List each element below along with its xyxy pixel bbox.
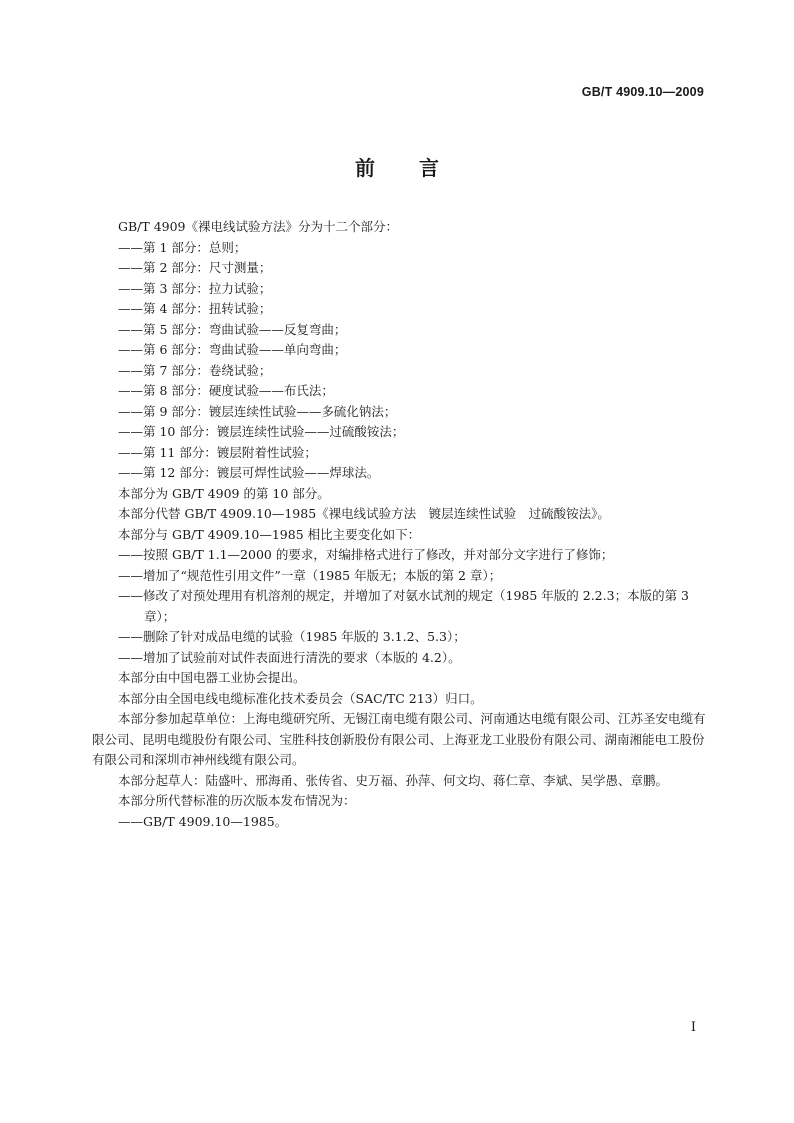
part-list-item: ——第 6 部分：弯曲试验——单向弯曲； <box>118 342 347 357</box>
part-list-item: ——第 11 部分：镀层附着性试验； <box>118 444 317 460</box>
part-list-item: ——第 12 部分：镀层可焊性试验——焊球法。 <box>118 465 380 480</box>
this-part-line: 本部分为 GB/T 4909 的第 10 部分。 <box>118 485 330 501</box>
standard-number: GB/T 4909.10—2009 <box>581 85 704 99</box>
centralized-by-line: 本部分由全国电线电缆标准化技术委员会（SAC/TC 213）归口。 <box>118 690 483 706</box>
part-list-item: ——第 3 部分：拉力试验； <box>118 280 272 296</box>
part-list-item: ——第 8 部分：硬度试验——布氏法； <box>118 383 334 398</box>
part-list-item: ——第 7 部分：卷绕试验； <box>118 362 272 378</box>
part-list-item: ——第 5 部分：弯曲试验——反复弯曲； <box>118 321 347 337</box>
change-list-item: ——修改了对预处理用有机溶剂的规定，并增加了对氨水试剂的规定（1985 年版的 2.2.3；本版的第 3 章）； <box>118 588 689 624</box>
intro-line: GB/T 4909《裸电线试验方法》分为十二个部分： <box>118 219 399 234</box>
change-list-item: ——删除了针对成品电缆的试验（1985 年版的 3.1.2、5.3）； <box>118 629 466 644</box>
change-list-item: ——按照 GB/T 1.1—2000 的要求，对编排格式进行了修改，并对部分文字进行了修饰； <box>118 547 614 562</box>
part-list-item: ——第 10 部分：镀层连续性试验——过硫酸铵法； <box>118 424 405 439</box>
part-list-item: ——第 2 部分：尺寸测量； <box>118 260 272 275</box>
drafters-line: 本部分起草人：陆盛叶、邢海甬、张传省、史万福、孙萍、何文均、蒋仁章、李斌、吴学愚、章鹏。 <box>118 772 669 788</box>
part-list-item: ——第 9 部分：镀层连续性试验——多硫化钠法； <box>118 403 397 419</box>
part-list-item: ——第 1 部分：总则； <box>118 239 247 255</box>
change-list-item: ——增加了试验前对试件表面进行清洗的要求（本版的 4.2）。 <box>118 649 461 665</box>
page-title: 前言 <box>355 156 483 180</box>
history-intro-line: 本部分所代替标准的历次版本发布情况为： <box>118 793 356 808</box>
changes-intro-line: 本部分与 GB/T 4909.10—1985 相比主要变化如下： <box>118 526 421 542</box>
history-list-item: ——GB/T 4909.10—1985。 <box>118 813 288 829</box>
page-number: I <box>690 1020 696 1035</box>
foreword-body <box>92 217 710 832</box>
part-list-item: ——第 4 部分：扭转试验； <box>118 301 272 316</box>
replaces-line: 本部分代替 GB/T 4909.10—1985《裸电线试验方法 镀层连续性试验 过硫酸铵法》。 <box>118 506 610 521</box>
drafting-units-paragraph: 本部分参加起草单位：上海电缆研究所、无锡江南电缆有限公司、河南通达电缆有限公司、江苏圣安电缆有限公司、昆明电缆股份有限公司、宝胜科技创新股份有限公司、上海亚龙工业股份有限公司、湖南湘能电工股份有限公司和深圳市神州线缆有限公司。 <box>92 711 706 767</box>
change-list-item: ——增加了“规范性引用文件”一章（1985 年版无；本版的第 2 章）； <box>118 567 502 583</box>
proposed-by-line: 本部分由中国电器工业协会提出。 <box>118 670 306 685</box>
